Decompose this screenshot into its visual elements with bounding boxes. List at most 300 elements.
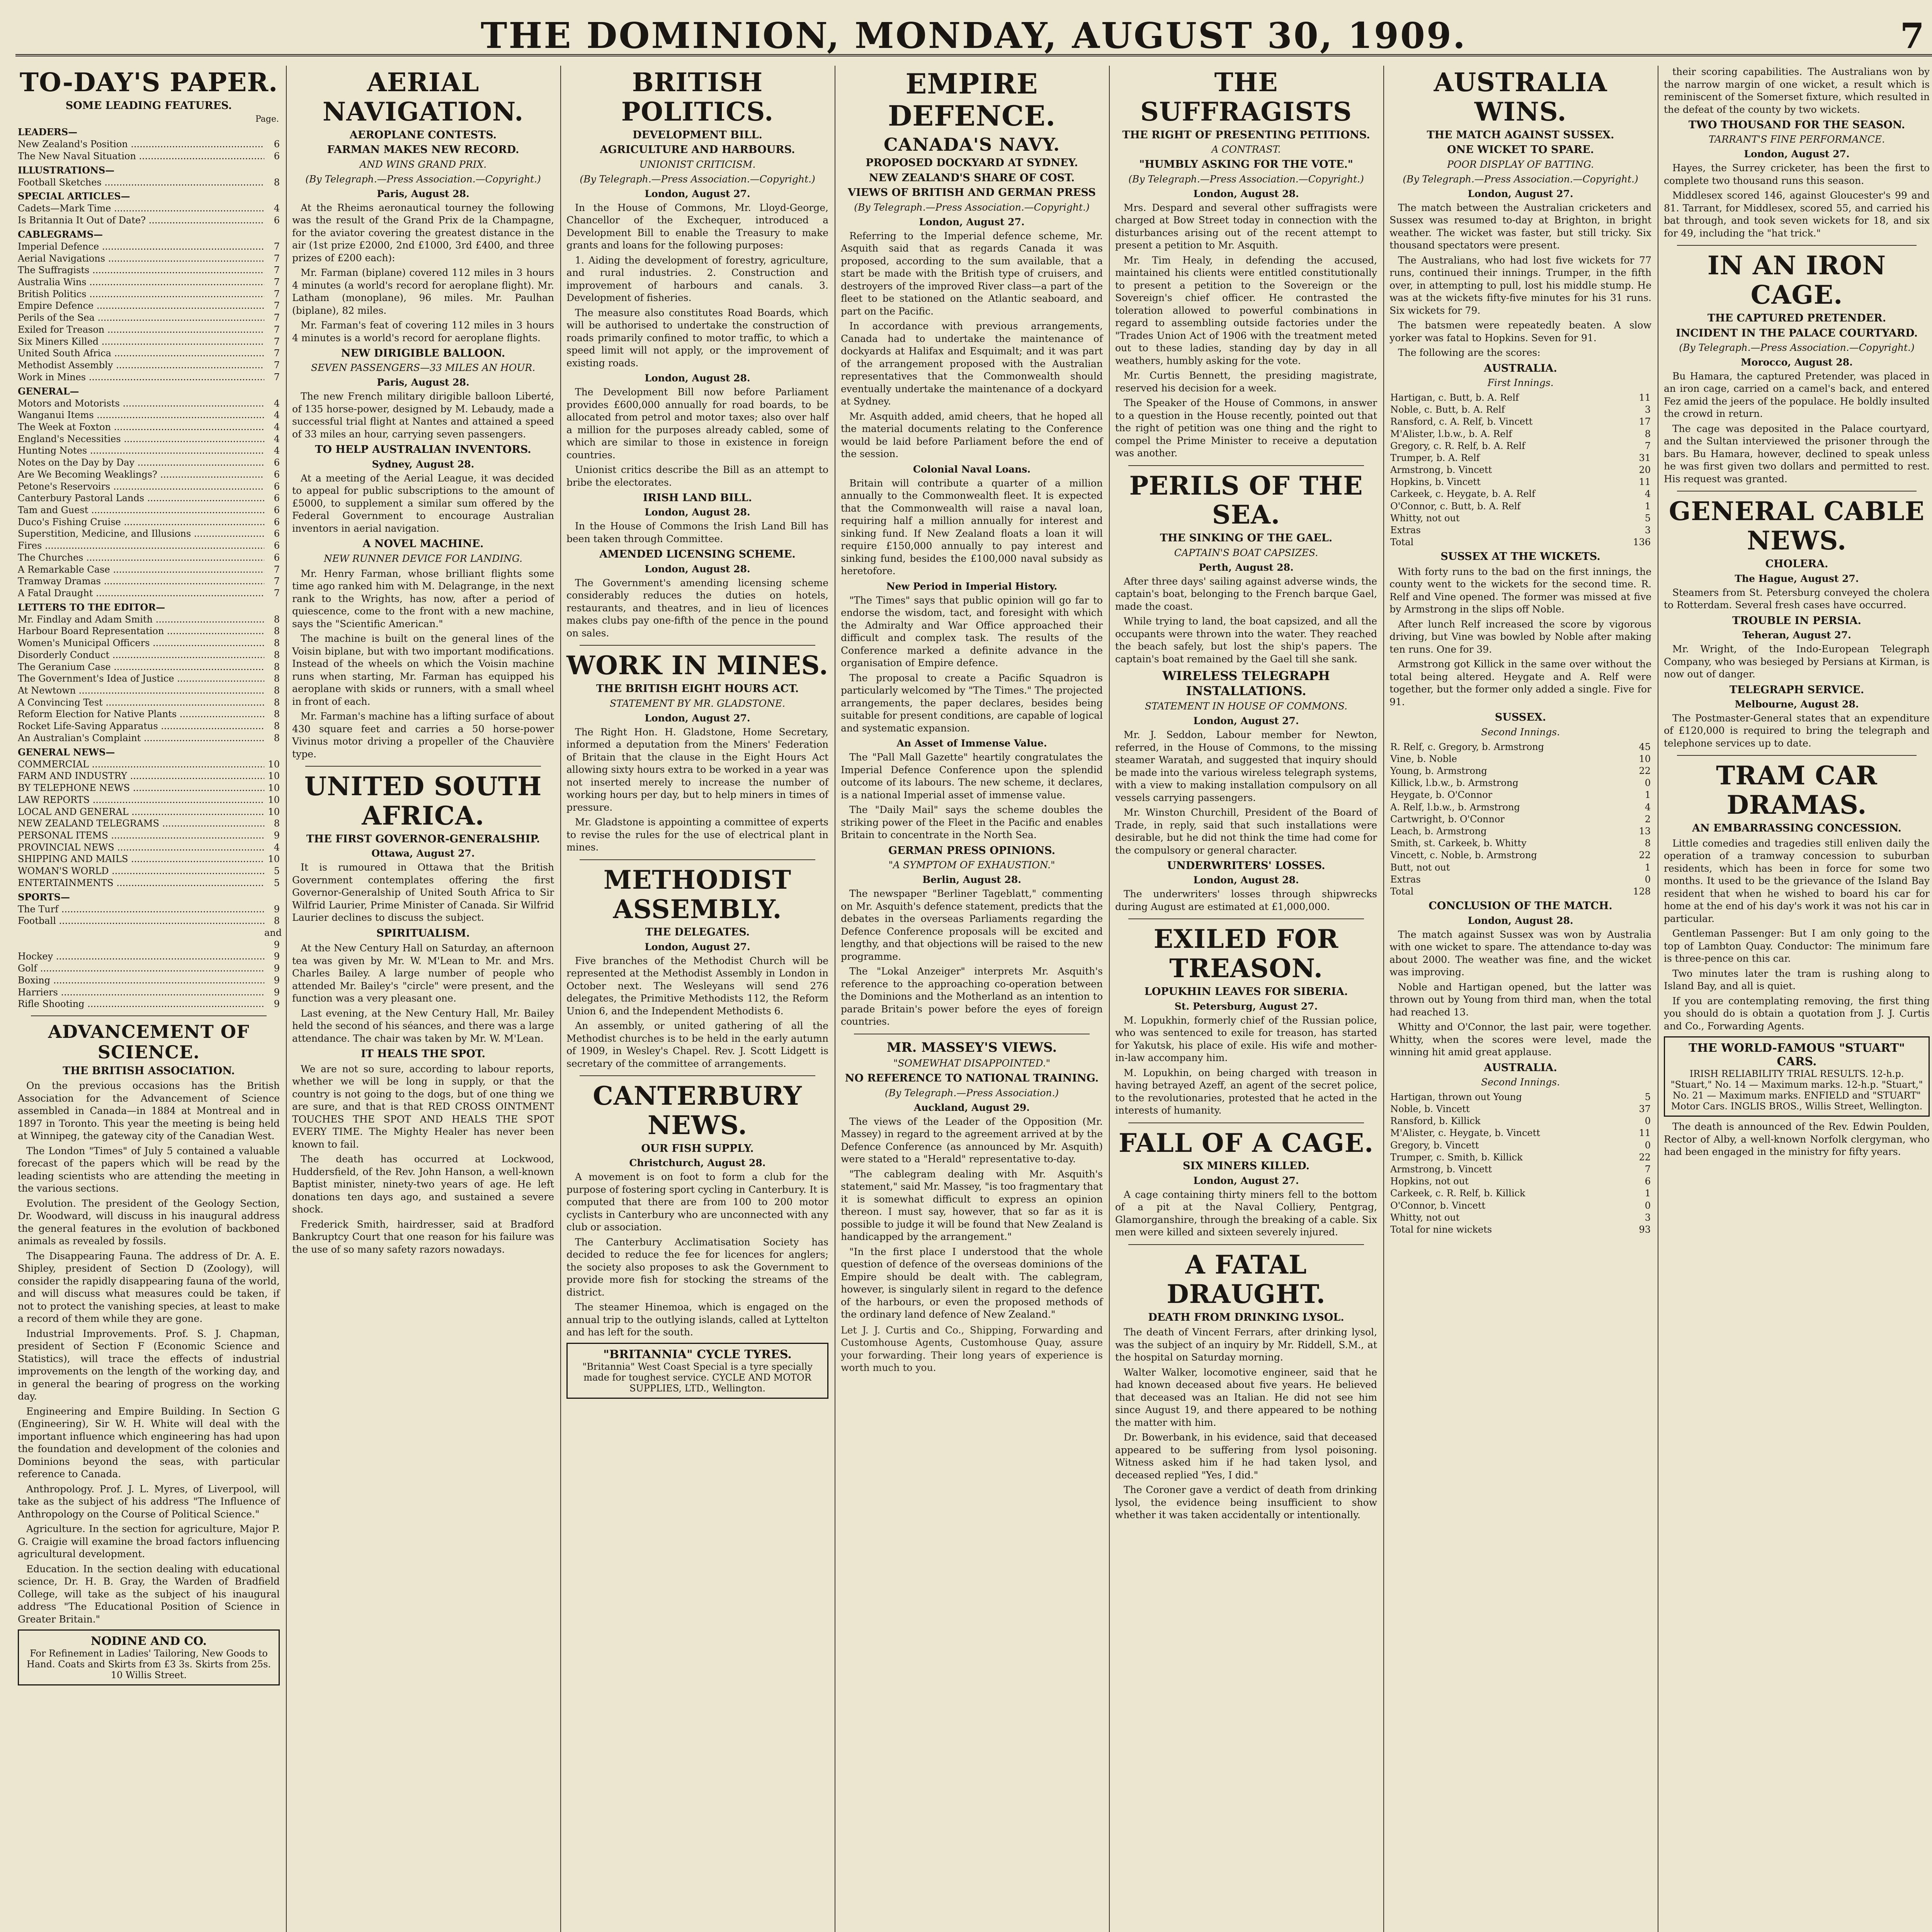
index-row <box>18 241 280 253</box>
index-item-page: 10 <box>268 759 280 770</box>
runs: 1 <box>1645 500 1651 512</box>
leading-features-subheading: SOME LEADING FEATURES. <box>65 99 232 112</box>
runs: 3 <box>1645 404 1651 415</box>
paragraph: The new French military dirigible balloon Liberté, of 135 horse-power, designed by M. Lebaudy, made a successful trial flight at Nantes and attained a speed of 33 miles an hour, carrying seven passengers. <box>292 391 554 440</box>
unionist-criticism: UNIONIST CRITICISM. <box>639 158 756 170</box>
iron-cage-article <box>1664 370 1930 486</box>
novel-machine-article <box>292 568 554 761</box>
paragraph: Mr. Farman's machine has a lifting surface of about 430 square feet and carries a 50 horse-power Vivinus motor driving a propeller of the Chauvière type. <box>292 711 554 760</box>
ad-title: NODINE AND CO. <box>90 1634 207 1648</box>
dateline: London, August 27. <box>919 216 1025 228</box>
score-row <box>1390 464 1651 476</box>
score-row <box>1390 1151 1651 1163</box>
index-row <box>18 540 280 552</box>
paragraph: Noble and Hartigan opened, but the latter was thrown out by Young from third man, when the total had reached 13. <box>1389 981 1651 1018</box>
index-item-page: 7 <box>274 277 280 288</box>
index-item-page: 6 <box>274 457 280 468</box>
index-item-page: 6 <box>274 151 280 162</box>
index-row <box>18 625 280 637</box>
aeroplane-contests-subheading: AEROPLANE CONTESTS. <box>349 129 497 141</box>
farman-record-subheading: FARMAN MAKES NEW RECORD. <box>327 144 519 156</box>
perils-heading: PERILS OF THE SEA. <box>1129 470 1363 530</box>
index-item-page: 8 <box>274 614 280 625</box>
paragraph: A movement is on foot to form a club for the purpose of fostering sport cycling in Canterbury. It is computed that there are from 100 to 200 motor cyclists in Canterbury who are unconnected with any club or association. <box>566 1171 828 1233</box>
index-item-label: Canterbury Pastoral Lands ..... <box>18 492 264 504</box>
score-row <box>1390 1212 1651 1224</box>
batsman: R. Relf, c. Gregory, b. Armstrong <box>1390 741 1544 752</box>
runs: 22 <box>1639 765 1651 777</box>
batsman: O'Connor, c. Butt, b. A. Relf <box>1390 500 1520 512</box>
column-2 <box>290 66 556 1932</box>
index-item-label: Are We Becoming Weaklings? ..... <box>18 469 264 481</box>
scorecard-innings: Second Innings. <box>1481 726 1560 738</box>
index-row <box>18 975 280 986</box>
index-item-page: 6 <box>274 469 280 480</box>
index-row <box>18 877 280 889</box>
paragraph: Armstrong got Killick in the same over without the total being altered. Heygate and A. Relf were together, but the former only added a single. Five for 91. <box>1389 658 1651 707</box>
cholera-article <box>1664 587 1930 612</box>
paragraph: The Development Bill now before Parliament provides £600,000 annually for road boards, to be allocated from petrol and motor taxes; also over half a million for the purposes already cabled, some of which are similar to those in existence in foreign countries. <box>566 386 828 461</box>
index-row <box>18 649 280 661</box>
paragraph: In accordance with previous arrangements, Canada had to undertake the maintenance of dockyards at Halifax and Esquimalt; and it was part of the arrangement proposed with the Australian representatives that the Commonwealth should eventually undertake the maintenance of a dockyard at Sydney. <box>841 320 1103 407</box>
massey-subheading: MR. MASSEY'S VIEWS. <box>886 1039 1057 1055</box>
index-item-label: The Turf ..... <box>18 903 264 915</box>
suffragists-article <box>1115 202 1377 460</box>
index-item-page: 8 <box>274 177 280 188</box>
batsman: Vine, b. Noble <box>1390 753 1457 764</box>
index-row <box>18 782 280 794</box>
score-row <box>1390 862 1651 874</box>
cage-article <box>1115 1189 1377 1239</box>
index-row <box>18 336 280 348</box>
score-row <box>1390 1139 1651 1151</box>
persia-subheading: TROUBLE IN PERSIA. <box>1732 614 1861 627</box>
index-row <box>18 300 280 312</box>
spiritualism-subheading: SPIRITUALISM. <box>376 927 470 939</box>
dateline: Melbourne, August 28. <box>1735 698 1859 710</box>
index-row <box>18 202 280 214</box>
paragraph: Referring to the Imperial defence scheme, Mr. Asquith said that as regards Canada it was proposed, according to the sum available, that a start be made with the British type of cruisers, and destroyers of the improved River class—a part of the fleet to be stationed on the Atlantic seaboard, and part on the Pacific. <box>841 230 1103 317</box>
index-row <box>18 264 280 276</box>
scorecard-title: AUSTRALIA. <box>1484 1061 1557 1074</box>
index-item-page: 4 <box>274 410 280 421</box>
score-row <box>1390 1115 1651 1127</box>
index-item-page: 6 <box>274 139 280 150</box>
australia-wins-heading: AUSTRALIA WINS. <box>1434 67 1607 127</box>
index-row <box>18 794 280 806</box>
index-item-page: 7 <box>274 253 280 264</box>
index-row <box>18 138 280 150</box>
grand-prix-line: AND WINS GRAND PRIX. <box>359 158 487 170</box>
index-row <box>18 697 280 709</box>
batsman: Leach, b. Armstrong <box>1390 825 1487 837</box>
index-item-label: Cadets—Mark Time ..... <box>18 202 264 214</box>
index-item-page: 4 <box>274 433 280 444</box>
score-row <box>1390 1091 1651 1103</box>
batsman: M'Alister, l.b.w., b. A. Relf <box>1390 428 1512 439</box>
column-4 <box>838 66 1105 1932</box>
dateline: London, August 27. <box>1744 148 1850 160</box>
batsman: Hopkins, not out <box>1390 1176 1469 1187</box>
paragraph: The cage was deposited in the Palace courtyard, and the Sultan interviewed the prisoner through the bars. Bu Hamara, however, declined to speak unless he was first given two dollars and permitted to rest. His request was granted. <box>1664 423 1930 485</box>
lysol-article <box>1115 1326 1377 1522</box>
index-item-page: 10 <box>268 806 280 817</box>
index-item-page: 4 <box>274 203 280 214</box>
index-item-page: 4 <box>274 421 280 432</box>
german-press-subheading: GERMAN PRESS OPINIONS. <box>888 844 1055 857</box>
naval-loans-article <box>841 477 1103 578</box>
season-article <box>1664 162 1930 240</box>
runs: 0 <box>1645 1200 1651 1211</box>
advancement-heading: ADVANCEMENT OF SCIENCE. <box>48 1021 250 1063</box>
index-item-label: WOMAN'S WORLD ..... <box>18 865 264 877</box>
index-item-page: 5 <box>274 877 280 888</box>
dateline: Sydney, August 28. <box>372 458 474 470</box>
index-row <box>18 528 280 540</box>
index-item-page: 4 <box>274 842 280 853</box>
score-row <box>1390 404 1651 416</box>
paragraph: Steamers from St. Petersburg conveyed the cholera to Rotterdam. Several fresh cases have occurred. <box>1664 587 1930 611</box>
index-row <box>18 732 280 744</box>
batsman: Carkeek, c. Heygate, b. A. Relf <box>1390 488 1536 500</box>
telegraph-credit: (By Telegraph.—Press Association.—Copyright.) <box>1679 342 1915 353</box>
iron-cage-heading: IN AN IRON CAGE. <box>1707 250 1886 310</box>
heals-spot-article <box>292 1063 554 1256</box>
runs: 8 <box>1645 838 1651 849</box>
index-item-page: 7 <box>274 588 280 599</box>
paragraph: The death has occurred at Lockwood, Huddersfield, of the Rev. John Hanson, a well-known Baptist minister, ninety-two years of age. He left donations ten days ago, and sustained a severe shock. <box>292 1153 554 1215</box>
index-row <box>18 324 280 336</box>
miners-killed-subheading: SIX MINERS KILLED. <box>1182 1160 1310 1172</box>
index-item-label: Women's Municipal Officers ..... <box>18 637 264 649</box>
paragraph: The "Daily Mail" says the scheme doubles the striking power of the Fleet in the Pacific and enables Britain to concentrate in the North Sea. <box>841 804 1103 841</box>
index-item-label: The Churches ..... <box>18 552 264 564</box>
index-item-label: Football Sketches ..... <box>18 177 264 189</box>
telegraph-credit: (By Telegraph.—Press Association.) <box>884 1087 1059 1099</box>
canterbury-article <box>566 1171 828 1339</box>
paragraph: The match against Sussex was won by Australia with one wicket to spare. The attendance to-day was about 2000. The weather was fine, and the wicket was improving. <box>1389 929 1651 978</box>
paragraph: At the Rheims aeronautical tourney the following was the result of the Grand Prix de la Champagne, for the aviator covering the greatest distance in the air (1st prize £2000, 2nd £1000, 3rd £400, and three prizes of £200 each): <box>292 202 554 264</box>
runner-device-minor: NEW RUNNER DEVICE FOR LANDING. <box>324 553 522 564</box>
paragraph: The Right Hon. H. Gladstone, Home Secretary, informed a deputation from the Miners' Federation of Britain that the clause in the Eight Hours Act allowing sixty hours extra to be worked in a year was not inserted merely to increase the number of working hours per day, but to help miners in times of pressure. <box>566 726 828 813</box>
index-item-page: 8 <box>274 697 280 708</box>
paragraph: Whitty and O'Connor, the last pair, were together. Whitty, when the scores were level, made the winning hit amid great applause. <box>1389 1021 1651 1058</box>
index-row <box>18 986 280 998</box>
paragraph: "In the first place I understood that the whole question of defence of the overseas dominions of the Empire should be dealt with. The cablegram, however, is singularly silent in regard to the defence of the harbours, or even the proposed methods of the ordinary land defence of New Zealand." <box>841 1246 1103 1320</box>
nz-share-minor: NEW ZEALAND'S SHARE OF COST. <box>869 172 1075 184</box>
cricket-continuation <box>1664 66 1930 116</box>
index-row <box>18 504 280 516</box>
ad-text: IRISH RELIABILITY TRIAL RESULTS. 12-h.p. "Stuart," No. 14 — Maximum marks. 12-h.p. "Stuart," No. 21 — Maximum marks. ENFIELD and "STUART" Motor Cars. INGLIS BROS., Willis Street, Wellington. <box>1670 1068 1923 1112</box>
runs: 8 <box>1645 428 1651 439</box>
licensing-subheading: AMENDED LICENSING SCHEME. <box>599 548 796 561</box>
batsman: Heygate, b. O'Connor <box>1390 789 1493 801</box>
press-views-subheading: VIEWS OF BRITISH AND GERMAN PRESS <box>848 187 1096 199</box>
index-item-page: 7 <box>274 312 280 323</box>
paragraph: Mr. J. Seddon, Labour member for Newton, referred, in the House of Commons, to the missing steamer Waratah, and suggested that inquiry should be made into the various wireless telegraph systems, with a view to making installation compulsory on all vessels carrying passengers. <box>1115 729 1377 803</box>
batsman: Total <box>1390 886 1414 897</box>
index-row <box>18 708 280 720</box>
index-item-label: New Zealand's Position ..... <box>18 138 264 150</box>
index-item-page: 8 <box>274 732 280 743</box>
fall-of-cage-heading: FALL OF A CAGE. <box>1119 1128 1374 1158</box>
index-row <box>18 806 280 818</box>
cholera-subheading: CHOLERA. <box>1765 558 1828 570</box>
index-item-label: Petone's Reservoirs ..... <box>18 481 264 493</box>
index-item-page: 8 <box>274 661 280 672</box>
batsman: Killick, l.b.w., b. Armstrong <box>1390 777 1519 789</box>
index-row <box>18 865 280 877</box>
index-item-page: 8 <box>274 638 280 649</box>
runs: 136 <box>1633 537 1651 548</box>
index-item-label: Tam and Guest ..... <box>18 504 264 516</box>
index-item-page: 7 <box>274 576 280 587</box>
index-item-label: Aerial Navigations ..... <box>18 253 264 265</box>
index-item-label: SHIPPING AND MAILS ..... <box>18 853 264 865</box>
batsman: A. Relf, l.b.w., b. Armstrong <box>1390 801 1520 813</box>
canterbury-heading: CANTERBURY NEWS. <box>593 1081 802 1141</box>
index-section-heading: ILLUSTRATIONS— <box>18 164 115 176</box>
paragraph: We are not so sure, according to labour reports, whether we will be long in supply, or that the country is not going to the dogs, but of one thing we are sure, and that is that RED CROSS OINTMENT TOUCHES THE SPOT AND HEALS THE SPOT EVERY TIME. The Mighty Healer has never been known to fail. <box>292 1063 554 1150</box>
paragraph: An assembly, or united gathering of all the Methodist churches is to be held in the early autumn of 1909, in Wesley's Chapel. Rev. J. Scott Lidgett is secretary of the committee of arrangements. <box>566 1020 828 1069</box>
paragraph: A cage containing thirty miners fell to the bottom of a pit at the Naval Colliery, Pentgrag, Glamorganshire, through the breaking of a cable. Six men were killed and sixteen severely injured. <box>1115 1189 1377 1238</box>
paragraph: M. Lopukhin, on being charged with treason in having betrayed Azeff, an agent of the secret police, to the revolutionaries, protested that he acted in the interests of humanity. <box>1115 1067 1377 1116</box>
index-row <box>18 842 280 854</box>
index-item-label: Harriers ..... <box>18 986 264 998</box>
batsman: Armstrong, b. Vincett <box>1390 1164 1492 1175</box>
two-thousand-subheading: TWO THOUSAND FOR THE SEASON. <box>1688 119 1905 131</box>
index-item-label: A Convincing Test ..... <box>18 697 264 709</box>
runs: 20 <box>1639 464 1651 476</box>
concession-subheading: AN EMBARRASSING CONCESSION. <box>1692 822 1901 835</box>
index-section-heading: LETTERS TO THE EDITOR— <box>18 601 165 613</box>
index-item-label: Football ..... <box>18 915 264 951</box>
index-item-label: Exiled for Treason ..... <box>18 324 264 336</box>
column-rule <box>1383 66 1384 1932</box>
mines-article <box>566 726 828 854</box>
paragraph: The Speaker of the House of Commons, in answer to a question in the House recently, pointed out that the right of petition was one thing and the right to compel the Prime Minister to receive a deputation was another. <box>1115 397 1377 459</box>
index-item-label: Is Britannia It Out of Date? ..... <box>18 214 264 226</box>
score-row <box>1390 1175 1651 1187</box>
index-item-page: 7 <box>274 360 280 371</box>
index-item-label: Rifle Shooting ..... <box>18 998 264 1010</box>
gael-article <box>1115 575 1377 666</box>
dateline: London, August 28. <box>645 563 750 575</box>
contrast-minor: A CONTRAST. <box>1211 144 1281 155</box>
masthead-title: THE DOMINION, MONDAY, AUGUST 30, 1909. <box>481 15 1467 56</box>
runs: 1 <box>1645 789 1651 801</box>
index-row <box>18 587 280 599</box>
dateline: London, August 27. <box>1193 1175 1299 1186</box>
inventors-article <box>292 472 554 535</box>
index-item-label: Boxing ..... <box>18 975 264 986</box>
dateline: Perth, August 28. <box>1199 561 1294 573</box>
ad-title: "BRITANNIA" CYCLE TYRES. <box>603 1347 792 1361</box>
governor-subheading: THE FIRST GOVERNOR-GENERALSHIP. <box>306 833 540 845</box>
paragraph: Mr. Winston Churchill, President of the Board of Trade, in reply, said that such installations were desirable, but he did not think the time had come for the compulsory or general character. <box>1115 807 1377 856</box>
index-item-page: 7 <box>274 300 280 311</box>
paragraph: Dr. Bowerbank, in his evidence, said that deceased appeared to be suffering from lysol poisoning. Witness asked him if he had taken lysol, and deceased replied "Yes, I did." <box>1115 1432 1377 1481</box>
score-row <box>1390 440 1651 452</box>
paragraph: Last evening, at the New Century Hall, Mr. Bailey held the second of his séances, and there was a large attendance. The chair was taken by Mr. W. M'Lean. <box>292 1007 554 1044</box>
canadas-navy-subheading: CANADA'S NAVY. <box>884 134 1060 155</box>
index-item-label: Methodist Assembly ..... <box>18 359 264 371</box>
page-number: 7 <box>1900 15 1924 56</box>
paragraph: Gentleman Passenger: But I am only going to the top of Lambton Quay. Conductor: The minimum fare is three-pence on this car. <box>1664 928 1930 964</box>
index-item-label: Mr. Findlay and Adam Smith ..... <box>18 614 264 626</box>
index-item-label: BY TELEPHONE NEWS ..... <box>18 782 264 794</box>
index-section-heading: GENERAL— <box>18 385 79 397</box>
eight-hours-subheading: THE BRITISH EIGHT HOURS ACT. <box>596 683 799 695</box>
runs: 11 <box>1639 392 1651 403</box>
gael-subheading: THE SINKING OF THE GAEL. <box>1160 532 1333 544</box>
paragraph: The Canterbury Acclimatisation Society has decided to reduce the fee for licences for anglers; the society also proposes to ask the Government to provide more fish for stocking the streams of the district. <box>566 1236 828 1298</box>
index-item-page: 8 <box>274 818 280 829</box>
batsman: Noble, c. Butt, b. A. Relf <box>1390 404 1505 415</box>
batsman: Whitty, not out <box>1390 1212 1460 1223</box>
runs: 1 <box>1645 862 1651 873</box>
paragraph: While trying to land, the boat capsized, and all the occupants were thrown into the water. They reached the beach safely, but lost the ship's papers. The captain's boat remained by the Gael till she sank. <box>1115 616 1377 665</box>
batsman: Extras <box>1390 525 1421 536</box>
batsman: Hartigan, c. Butt, b. A. Relf <box>1390 392 1519 403</box>
index-item-page: 4 <box>274 398 280 409</box>
paragraph: On the previous occasions has the British Association for the Advancement of Science assembled in Canada—in 1884 at Montreal and in 1897 in Toronto. This year the meeting is being held at Winnipeg, the gateway city of the Canadian West. <box>18 1080 280 1142</box>
index-item-label: Golf ..... <box>18 963 264 975</box>
paragraph: Evolution. The president of the Geology Section, Dr. Woodward, will discuss in his inaugural address the general features in the evolution of backboned animals as revealed by fossils. <box>18 1197 280 1247</box>
paragraph: Hayes, the Surrey cricketer, has been the first to complete two thousand runs this season. <box>1664 162 1930 186</box>
batsman: Hopkins, b. Vincett <box>1390 476 1481 488</box>
column-rule <box>560 66 561 1932</box>
batsman: Total <box>1390 537 1414 548</box>
index-row <box>18 421 280 433</box>
runs: 1 <box>1645 1188 1651 1199</box>
runs: 4 <box>1645 488 1651 500</box>
runs: 5 <box>1645 512 1651 524</box>
index-item-label: Wanganui Items ..... <box>18 409 264 421</box>
paragraph: The steamer Hinemoa, which is engaged on the annual trip to the outlying islands, called at Lyttelton and has left for the south. <box>566 1301 828 1338</box>
batsman: Gregory, b. Vincett <box>1390 1139 1479 1151</box>
paragraph: The following are the scores: <box>1398 347 1541 359</box>
paragraph: The match between the Australian cricketers and Sussex was resumed to-day at Brighton, in bright weather. The wicket was faster, but still tricky. Six thousand spectators were present. <box>1389 202 1651 251</box>
index-item-page: 6 <box>274 481 280 492</box>
index-item-label: Notes on the Day by Day ..... <box>18 457 264 469</box>
paragraph: The "Pall Mall Gazette" heartily congratulates the Imperial Defence Conference upon the splendid outcome of its labours. The new scheme, it declares, is a national Imperial asset of immense value. <box>841 752 1103 801</box>
telegraph-credit: (By Telegraph.—Press Association.—Copyright.) <box>1403 173 1638 185</box>
index-item-label: ENTERTAINMENTS ..... <box>18 877 264 889</box>
index-row <box>18 150 280 162</box>
paragraph: Mr. Henry Farman, whose brilliant flights some time ago ranked him with M. Delagrange, in the next rank to the Wrights, has now, after a period of quiescence, come to the front with a new machine, says the "Scientific American." <box>292 568 554 629</box>
ad-text: "Britannia" West Coast Special is a tyre specially made for toughest service. CYCLE AND MOTOR SUPPLIES, LTD., Wellington. <box>582 1361 813 1394</box>
irish-land-subheading: IRISH LAND BILL. <box>643 492 752 504</box>
paragraph: The newspaper "Berliner Tageblatt," commenting on Mr. Asquith's defence statement, predicts that the debates in the overseas Parliaments regarding the Defence Conference proposals will be excited and lengthy, and that objections will be raised to the new programme. <box>841 888 1103 962</box>
index-item-label: Harbour Board Representation ..... <box>18 625 264 637</box>
inventors-subheading: TO HELP AUSTRALIAN INVENTORS. <box>315 444 531 456</box>
index-item-page: 10 <box>268 794 280 805</box>
paragraph: Mrs. Despard and several other suffragists were charged at Bow Street today in connection with the disturbances arising out of the recent attempt to present a petition to Mr. Asquith. <box>1115 202 1377 251</box>
index-row <box>18 673 280 685</box>
score-row <box>1390 741 1651 753</box>
index-item-label: At Newtown ..... <box>18 685 264 697</box>
persia-article <box>1664 643 1930 681</box>
runs: 4 <box>1645 801 1651 813</box>
novel-machine-subheading: A NOVEL MACHINE. <box>362 538 484 550</box>
index-row <box>18 818 280 830</box>
dateline: Christchurch, August 28. <box>629 1157 766 1169</box>
index-item-page: 8 and 9 <box>264 915 282 950</box>
index-item-page: 9 <box>274 951 280 962</box>
batsman: Trumper, b. A. Relf <box>1390 452 1480 463</box>
dirigible-subheading: NEW DIRIGIBLE BALLOON. <box>341 347 505 360</box>
paragraph: After lunch Relf increased the score by vigorous driving, but Vine was bowled by Noble after making ten runs. One for 39. <box>1389 618 1651 655</box>
index-item-page: 8 <box>274 673 280 684</box>
dateline: London, August 28. <box>1193 874 1299 886</box>
dateline: Paris, August 28. <box>377 377 469 388</box>
german-press-article <box>841 888 1103 1028</box>
batsman: Gregory, c. R. Relf, b. A. Relf <box>1390 440 1526 451</box>
paragraph: The measure also constitutes Road Boards, which will be authorised to undertake the construction of roads primarily confined to motor traffic, to which a speed limit will not apply, or the improvement of existing roads. <box>566 307 828 369</box>
paragraph: In the House of Commons the Irish Land Bill has been taken through Committee. <box>566 520 828 544</box>
paragraph: The Postmaster-General states that an expenditure of £120,000 is required to bring the telegraph and telephone services up to date. <box>1664 712 1930 749</box>
index-item-page: 6 <box>274 540 280 551</box>
index-item-page: 9 <box>274 903 280 915</box>
runs: 11 <box>1639 1128 1651 1139</box>
pretender-subheading: THE CAPTURED PRETENDER. <box>1707 312 1886 325</box>
index-item-page: 7 <box>274 371 280 383</box>
telegraph-credit: (By Telegraph.—Press Association.—Copyright.) <box>305 173 541 185</box>
dateline: Morocco, August 28. <box>1741 356 1853 368</box>
index-item-label: Work in Mines ..... <box>18 371 264 383</box>
paragraph: It is rumoured in Ottawa that the British Government contemplates offering the first Governor-Generalship of United South Africa to Sir Wilfrid Laurier, Prime Minister of Canada. Sir Wilfrid Laurier declines to discuss the subject. <box>292 862 554 923</box>
score-row <box>1390 849 1651 861</box>
paragraph: If you are contemplating removing, the first thing you should do is obtain a quotation from J. J. Curtis and Co., Forwarding Agents. <box>1664 995 1930 1032</box>
paragraph: Engineering and Empire Building. In Section G (Engineering), Sir W. H. White will deal with the important influence which engineering has had upon the foundation and development of the colonies and Dominions beyond the seas, with particular reference to Canada. <box>18 1405 280 1480</box>
paragraph: The Australians, who had lost five wickets for 77 runs, continued their innings. Trumper, in the fifth over, in attempting to pull, lost his middle stump. He was at the wickets fifty-five minutes for his 31 runs. Six wickets for 79. <box>1389 254 1651 316</box>
paragraph: Mr. Farman's feat of covering 112 miles in 3 hours 4 minutes is a world's record for aeroplane flights. <box>292 320 554 344</box>
runs: 0 <box>1645 874 1651 885</box>
dateline: The Hague, August 27. <box>1735 573 1859 584</box>
dateline: London, August 27. <box>1193 715 1299 727</box>
dirigible-minor: SEVEN PASSENGERS—33 MILES AN HOUR. <box>311 362 536 374</box>
index-item-page: 9 <box>274 986 280 998</box>
runs: 6 <box>1645 1176 1651 1187</box>
index-item-page: 10 <box>268 770 280 782</box>
paragraph: Agriculture. In the section for agriculture, Major P. G. Craigie will examine the broad factors influencing agricultural development. <box>18 1523 280 1560</box>
index-item-label: Imperial Defence ..... <box>18 241 264 253</box>
naval-loans-subheading: Colonial Naval Loans. <box>913 463 1031 475</box>
index-item-label: British Politics ..... <box>18 288 264 300</box>
dateline: London, August 28. <box>1468 915 1573 926</box>
index-item-label: NEW ZEALAND TELEGRAMS ..... <box>18 818 264 830</box>
batsman: Total for nine wickets <box>1390 1224 1492 1235</box>
score-row <box>1390 1200 1651 1212</box>
index-item-page: 9 <box>274 998 280 1010</box>
dateline: Paris, August 28. <box>377 188 469 199</box>
telegraph-credit: (By Telegraph.—Press Association.—Copyright.) <box>854 201 1090 213</box>
tarrant-minor: TARRANT'S FINE PERFORMANCE. <box>1708 134 1885 145</box>
score-row <box>1390 512 1651 524</box>
batsman: Armstrong, b. Vincett <box>1390 464 1492 476</box>
dateline: London, August 27. <box>645 941 750 952</box>
score-row <box>1390 886 1651 898</box>
dateline: London, August 27. <box>1468 188 1573 199</box>
paragraph: Mr. Asquith added, amid cheers, that he hoped all the material documents relating to the Conference would be laid before Parliament before the end of the session. <box>841 410 1103 460</box>
batsman: Young, b. Armstrong <box>1390 765 1487 777</box>
exhaustion-minor: "A SYMPTOM OF EXHAUSTION." <box>888 859 1055 871</box>
column-rule <box>1109 66 1110 1932</box>
column-rule <box>286 66 287 1932</box>
scorecard-innings: First Innings. <box>1487 377 1554 388</box>
south-africa-heading: UNITED SOUTH AFRICA. <box>304 771 542 831</box>
